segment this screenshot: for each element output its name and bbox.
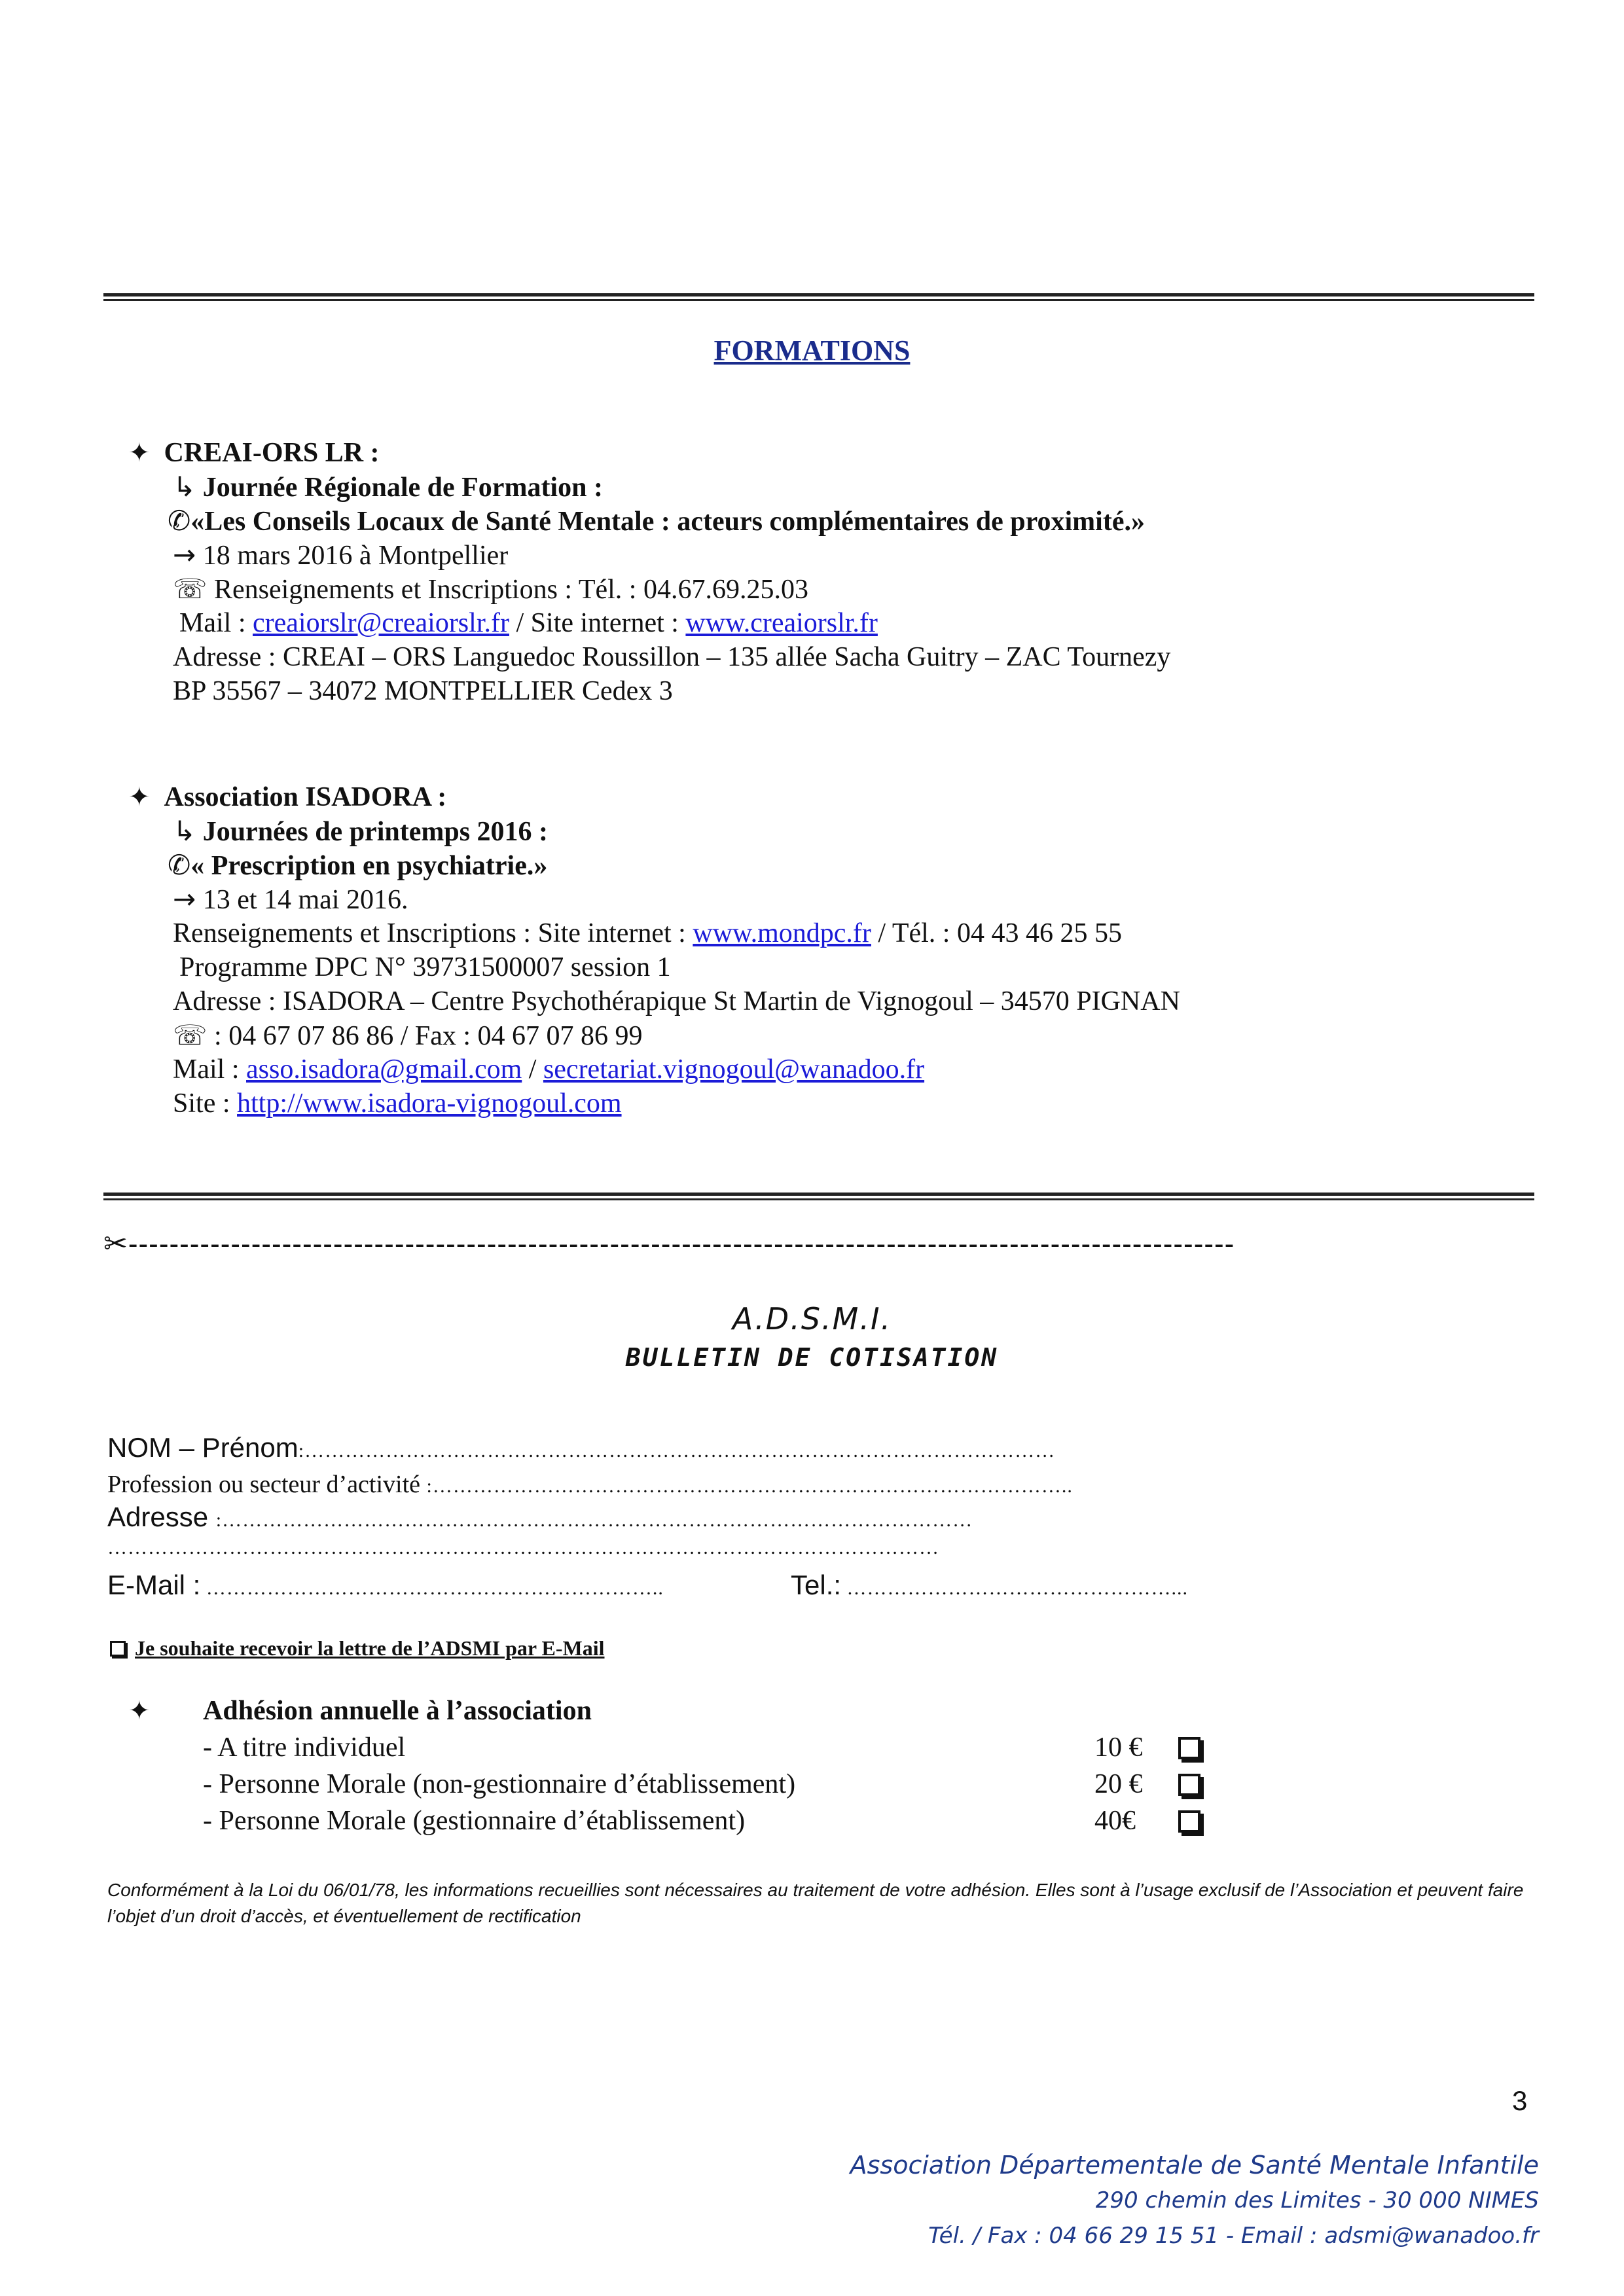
- isadora-event-type: [173, 814, 548, 849]
- telephone-icon: ☏: [173, 573, 208, 605]
- hook-arrow-icon: ↳: [173, 471, 196, 503]
- profession-field[interactable]: [107, 1470, 1073, 1499]
- membership-checkbox-non-gestionnaire[interactable]: [1178, 1774, 1200, 1796]
- membership-price: 10 €: [1094, 1732, 1143, 1763]
- email-field[interactable]: [107, 1570, 664, 1601]
- creai-event-title: [168, 504, 1145, 539]
- isadora-site-link[interactable]: http://www.isadora-vignogoul.com: [237, 1088, 622, 1119]
- isadora-org: [128, 780, 446, 814]
- isadora-address: Adresse : ISADORA – Centre Psychothérapique St Martin de Vignogoul – 34570 PIGNAN: [173, 986, 1180, 1016]
- scissors-cut-line: ✂------------------------------------------------------------------------------------------------------------: [103, 1228, 1235, 1260]
- legal-notice: Conformément à la Loi du 06/01/78, les informations recueillies sont nécessaires au traitement de votre adhésion. Elles sont à l’usage exclusif de l’Association et peuvent faire l’objet d’un droit d’accès, et éventuellement de rectification: [107, 1880, 1524, 1926]
- footer-contact: Tél. / Fax : 04 66 29 15 51 - Email : adsmi@wanadoo.fr: [928, 2223, 1539, 2249]
- creai-event-type-label: Journée Régionale de Formation :: [202, 473, 603, 503]
- profession-label: Profession ou secteur d’activité: [107, 1471, 421, 1498]
- name-dots: :…………………………………………………………………………………………………: [298, 1440, 1056, 1462]
- newsletter-checkbox[interactable]: [110, 1641, 126, 1657]
- footer-org: Association Départementale de Santé Mentale Infantile: [850, 2151, 1539, 2179]
- isadora-info-line: [173, 916, 1122, 950]
- creai-site-label: / Site internet :: [509, 608, 686, 638]
- address-dots-2: ……………………………………………………………………………………………………………: [107, 1537, 939, 1558]
- telephone-icon: ☏: [173, 1019, 208, 1051]
- address-field[interactable]: [107, 1501, 973, 1533]
- isadora-info-label: Renseignements et Inscriptions : Site internet :: [173, 918, 693, 948]
- phone-handset-icon: ✆: [168, 505, 191, 537]
- isadora-event-title: [168, 848, 547, 883]
- address-label: Adresse: [107, 1501, 209, 1532]
- membership-heading: [128, 1694, 592, 1728]
- creai-mail-line: [179, 606, 878, 640]
- bulletin-title: BULLETIN DE COTISATION: [625, 1343, 999, 1372]
- name-label: NOM – Prénom: [107, 1432, 298, 1463]
- middle-rule: [103, 1193, 1534, 1196]
- tel-dots: …………………………………………...: [841, 1577, 1189, 1599]
- creai-date: [173, 538, 508, 573]
- membership-item: [203, 1731, 405, 1765]
- newsletter-option[interactable]: [110, 1636, 605, 1660]
- email-label: E-Mail :: [107, 1570, 201, 1600]
- isadora-info-tel: / Tél. : 04 43 46 25 55: [871, 918, 1122, 948]
- page-number: 3: [1512, 2085, 1528, 2116]
- isadora-phone: [173, 1018, 643, 1053]
- creai-phone: [173, 572, 808, 607]
- star-bullet-icon: ✦: [128, 1696, 151, 1726]
- creai-address-1: Adresse : CREAI – ORS Languedoc Roussillon – 135 allée Sacha Guitry – ZAC Tournezy: [173, 642, 1171, 672]
- bulletin-org: A.D.S.M.I.: [732, 1301, 892, 1336]
- creai-phone-label: Renseignements et Inscriptions : Tél. : 04.67.69.25.03: [214, 575, 808, 605]
- membership-item-label: - Personne Morale (gestionnaire d’établissement): [203, 1806, 746, 1836]
- email-dots: …………………………………………………………..: [200, 1577, 664, 1599]
- top-rule-2: [103, 299, 1534, 301]
- isadora-site-line: [173, 1086, 622, 1121]
- arrow-right-icon: →: [173, 883, 196, 915]
- membership-item-label: - Personne Morale (non-gestionnaire d’établissement): [203, 1769, 796, 1799]
- arrow-right-icon: →: [173, 539, 196, 571]
- creai-event-title-label: «Les Conseils Locaux de Santé Mentale : acteurs complémentaires de proximité.»: [190, 507, 1145, 537]
- creai-site-link[interactable]: www.creaiorslr.fr: [685, 608, 878, 638]
- membership-price: 40€: [1094, 1806, 1136, 1836]
- creai-mail-label: Mail :: [179, 608, 253, 638]
- phone-handset-icon: ✆: [168, 849, 191, 881]
- membership-item: [203, 1767, 795, 1801]
- isadora-mail-line: [173, 1052, 924, 1086]
- creai-date-label: 18 mars 2016 à Montpellier: [202, 541, 509, 571]
- creai-org: [128, 436, 380, 470]
- isadora-event-type-label: Journées de printemps 2016 :: [202, 817, 549, 847]
- top-rule: [103, 293, 1534, 296]
- tel-label: Tel.:: [791, 1570, 842, 1600]
- isadora-org-label: Association ISADORA :: [164, 782, 447, 812]
- creai-address-2: BP 35567 – 34072 MONTPELLIER Cedex 3: [173, 676, 673, 706]
- membership-checkbox-gestionnaire[interactable]: [1178, 1810, 1200, 1833]
- middle-rule-2: [103, 1198, 1534, 1200]
- creai-mail-link[interactable]: creaiorslr@creaiorslr.fr: [253, 608, 509, 638]
- newsletter-label: Je souhaite recevoir la lettre de l’ADSMI par E-Mail: [135, 1636, 605, 1660]
- profession-dots: :…………………………………………………………………………………..: [426, 1475, 1073, 1497]
- membership-checkbox-individual[interactable]: [1178, 1737, 1200, 1759]
- footer-address: 290 chemin des Limites - 30 000 NIMES: [1095, 2187, 1539, 2214]
- membership-item: [203, 1804, 745, 1838]
- isadora-mail-2-link[interactable]: secretariat.vignogoul@wanadoo.fr: [543, 1054, 925, 1085]
- isadora-mail-1-link[interactable]: asso.isadora@gmail.com: [246, 1054, 522, 1085]
- membership-item-label: - A titre individuel: [203, 1732, 406, 1763]
- address-field-2[interactable]: [107, 1537, 939, 1559]
- hook-arrow-icon: ↳: [173, 815, 196, 847]
- address-dots: :…………………………………………………………………………………………………: [215, 1509, 973, 1531]
- isadora-mail-sep: /: [522, 1054, 543, 1085]
- isadora-site-label: Site :: [173, 1088, 238, 1119]
- isadora-mail-label: Mail :: [173, 1054, 246, 1085]
- isadora-date-label: 13 et 14 mai 2016.: [202, 885, 408, 915]
- isadora-phone-label: : 04 67 07 86 86 / Fax : 04 67 07 86 99: [207, 1021, 643, 1051]
- star-bullet-icon: ✦: [128, 438, 151, 468]
- creai-event-type: [173, 470, 603, 505]
- section-title: FORMATIONS: [713, 334, 911, 367]
- membership-heading-label: Adhésion annuelle à l’association: [203, 1696, 592, 1726]
- tel-field[interactable]: [791, 1570, 1188, 1601]
- star-bullet-icon: ✦: [128, 782, 151, 812]
- creai-org-label: CREAI-ORS LR :: [164, 438, 380, 468]
- isadora-programme: Programme DPC N° 39731500007 session 1: [179, 952, 671, 982]
- isadora-date: [173, 882, 408, 917]
- isadora-info-site-link[interactable]: www.mondpc.fr: [693, 918, 871, 948]
- membership-price: 20 €: [1094, 1769, 1143, 1799]
- name-field[interactable]: [107, 1432, 1055, 1463]
- isadora-event-title-label: « Prescription en psychiatrie.»: [190, 851, 548, 881]
